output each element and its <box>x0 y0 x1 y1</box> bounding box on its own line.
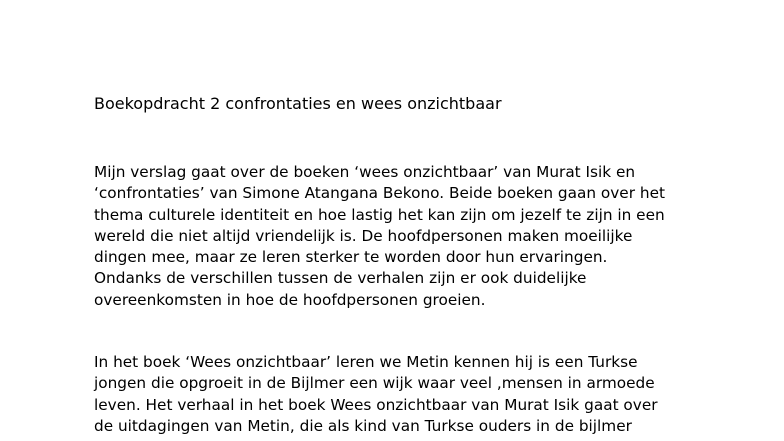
text-line: Mijn verslag gaat over de boeken ‘wees onzichtbaar’ van Murat Isik en <box>94 163 636 181</box>
text-line: thema culturele identiteit en hoe lastig het kan zijn om jezelf te zijn in een <box>94 205 665 224</box>
text-line: overeenkomsten in hoe de hoofdpersonen groeien. <box>94 290 486 309</box>
text-line: de uitdagingen van Metin, die als kind van Turkse ouders in de bijlmer <box>94 416 632 435</box>
document-title: Boekopdracht 2 confrontaties en wees onzichtbaar <box>94 94 502 113</box>
paragraph-wees-onzichtbaar <box>94 352 658 437</box>
text-line: In het boek ‘Wees onzichtbaar’ leren we Metin kennen hij is een Turkse <box>94 353 638 371</box>
text-line: wereld die niet altijd vriendelijk is. De hoofdpersonen maken moeilijke <box>94 226 633 245</box>
text-line: jongen die opgroeit in de Bijlmer een wijk waar veel ,mensen in armoede <box>94 374 655 393</box>
text-line: ‘confrontaties’ van Simone Atangana Bekono. Beide boeken gaan over het <box>94 184 665 203</box>
paragraph-introduction <box>94 162 665 311</box>
text-line: dingen mee, maar ze leren sterker te worden door hun ervaringen. <box>94 248 608 267</box>
text-line: Ondanks de verschillen tussen de verhalen zijn er ook duidelijke <box>94 269 587 288</box>
text-line: leven. Het verhaal in het boek Wees onzichtbaar van Murat Isik gaat over <box>94 395 658 414</box>
